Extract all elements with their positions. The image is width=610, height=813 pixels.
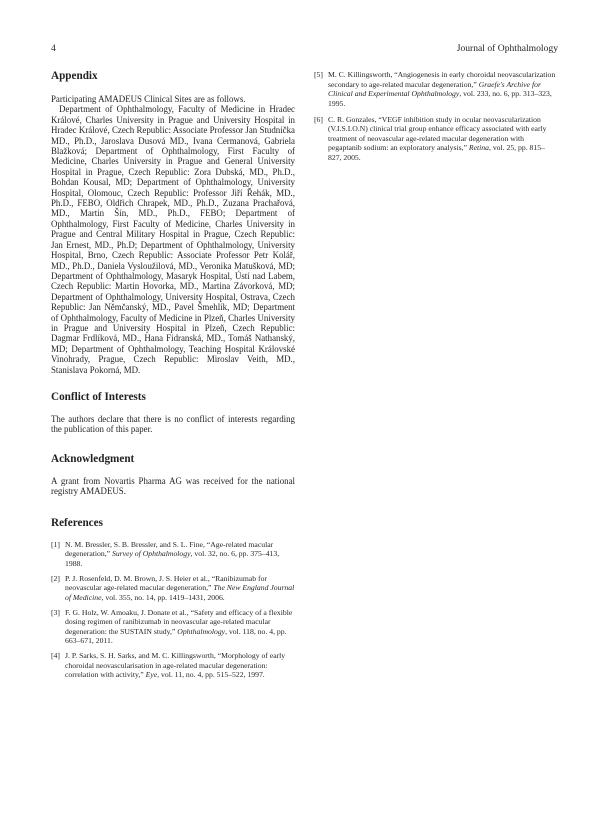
journal-name: Journal of Ophthalmology (456, 43, 558, 54)
appendix-intro: Participating AMADEUS Clinical Sites are as follows. (51, 94, 246, 104)
reference-details: , vol. 32, no. 6, pp. 375–413, 1988. (65, 549, 280, 568)
reference-text (65, 651, 295, 680)
reference-details: , vol. 233, no. 6, pp. 313–323, 1995. (328, 89, 552, 108)
reference-journal: Eye (145, 670, 158, 680)
reference-text (65, 540, 295, 569)
reference-item (51, 608, 295, 646)
reference-authors-title: P. J. Rosenfeld, D. M. Brown, J. S. Heier et al., “Ranibizumab for neovascular age-related macular degeneration,” (65, 573, 267, 593)
reference-number: [5] (314, 70, 323, 79)
conflict-heading: Conflict of Interests (51, 390, 146, 403)
reference-details: , vol. 25, pp. 815–827, 2005. (328, 143, 545, 162)
reference-list-right (314, 70, 558, 162)
reference-item (314, 70, 558, 108)
reference-number: [2] (51, 573, 60, 583)
reference-number: [3] (51, 607, 60, 617)
appendix-body: Department of Ophthalmology, Faculty of Medicine in Hradec Králové, Charles University in Prague and University Hospital in Hradec Králové, Czech Republic: Associate Professor Jan Studnička MD., Ph.D., Jaroslava Dusová MD., Ivana Cermanová, Gabriela Blažková; Department of Ophthalmology, First Faculty of Medicine, Charles University in Prague and General University Hospital in Prague, Czech Republic: Zora Dubská, MD., Ph.D., Bohdan Kousal, MD; Department of Ophthalmology, University Hospital, Olomouc, Czech Republic: Professor Jiří Řehák, MD., Ph.D., FEBO, Oldřich Chrapek, MD., Ph.D., Zuzana Prachařová, MD., Martin Šín, MD., Ph.D., FEBO; Department of Ophthalmology, First Faculty of Medicine, Charles University in Prague and Central Military Hospital in Prague, Czech Republic: Jan Ernest, MD., Ph.D; Department of Ophthalmology, University Hospital, Brno, Czech Republic: Associate Professor Petr Kolář, MD., Ph.D., Daniela Vysloužilová, MD., Veronika Matušková, MD; Department of Ophthalmology, Masaryk Hospital, Ústí nad Labem, Czech Republic: Martin Hovorka, MD., Martina Závorková, MD; Department of Ophthalmology, University Hospital, Ostrava, Czech Republic: Jan Němčanský, MD., Pavel Šmehlík, MD; Department of Ophthalmology, Faculty of Medicine in Plzeň, Charles University in Prague and University Hospital in Plzeň, Czech Republic: Dagmar Frdlíková, MD., Hana Fidranská, MD., Tomáš Nathanský, MD; Department of Ophthalmology, Teaching Hospital Královské Vinohrady, Prague, Czech Republic: Miroslav Veith, MD., Stanislava Pokorná, MD. (51, 104, 295, 375)
acknowledgment-heading: Acknowledgment (51, 452, 135, 465)
conflict-text: The authors declare that there is no conflict of interests regarding the publication of this paper. (51, 413, 295, 435)
acknowledgment-section (51, 453, 295, 497)
reference-list-left (51, 540, 295, 680)
reference-text (328, 115, 558, 163)
appendix-section (51, 70, 295, 375)
left-column (51, 70, 295, 685)
reference-journal: Ophthalmology (177, 626, 226, 636)
reference-text (328, 70, 558, 108)
reference-number: [4] (51, 651, 60, 661)
conflict-section (51, 391, 295, 435)
reference-details: , vol. 355, no. 14, pp. 1419–1431, 2006. (101, 592, 225, 602)
reference-authors-title: J. P. Sarks, S. H. Sarks, and M. C. Killingsworth, “Morphology of early choroidal neovascularisation in age-related macular degeneration: correlation with activity,” (65, 651, 286, 680)
reference-number: [6] (314, 114, 323, 124)
reference-authors-title: C. R. Gonzales, “VEGF inhibition study in ocular neovascularization (V.I.S.I.O.N) clinical trial group enhance efficacy associated with early treatment of neovascular age-related macular degeneration with pegaptanib sodium: an exploratory analysis,” (328, 114, 547, 152)
references-section (51, 517, 295, 680)
page-number: 4 (51, 43, 56, 54)
reference-journal: The New England Journal of Medicine (65, 583, 295, 602)
reference-item (314, 115, 558, 163)
reference-journal: Survey of Ophthalmology (111, 549, 191, 559)
reference-authors-title: N. M. Bressler, S. B. Bressler, and S. L. Fine, “Age-related macular degeneration,” (65, 539, 274, 559)
reference-text (65, 574, 295, 603)
reference-item (51, 651, 295, 680)
reference-text (65, 608, 295, 646)
reference-details: , vol. 118, no. 4, pp. 663–671, 2011. (65, 626, 287, 646)
reference-journal: Graefe's Archive for Clinical and Experimental Ophthalmology (328, 79, 541, 98)
reference-authors-title: F. G. Holz, W. Amoaku, J. Donate et al., “Safety and efficacy of a flexible dosing regimen of ranibizumab in neovascular age-related macular degeneration: the SUSTAIN study,” (65, 607, 293, 636)
acknowledgment-text: A grant from Novartis Pharma AG was received for the national registry AMADEUS. (51, 475, 295, 497)
reference-number: [1] (51, 539, 60, 549)
reference-authors-title: M. C. Killingsworth, “Angiogenesis in early choroidal neovascularization secondary to age-related macular degeneration,” (328, 70, 556, 89)
reference-item (51, 574, 295, 603)
references-heading: References (51, 516, 103, 529)
appendix-heading: Appendix (51, 70, 98, 82)
reference-details: , vol. 11, no. 4, pp. 515–522, 1997. (157, 670, 265, 680)
page-header (51, 43, 558, 57)
right-column (314, 70, 558, 168)
reference-journal: Retina (468, 143, 489, 152)
reference-item (51, 540, 295, 569)
